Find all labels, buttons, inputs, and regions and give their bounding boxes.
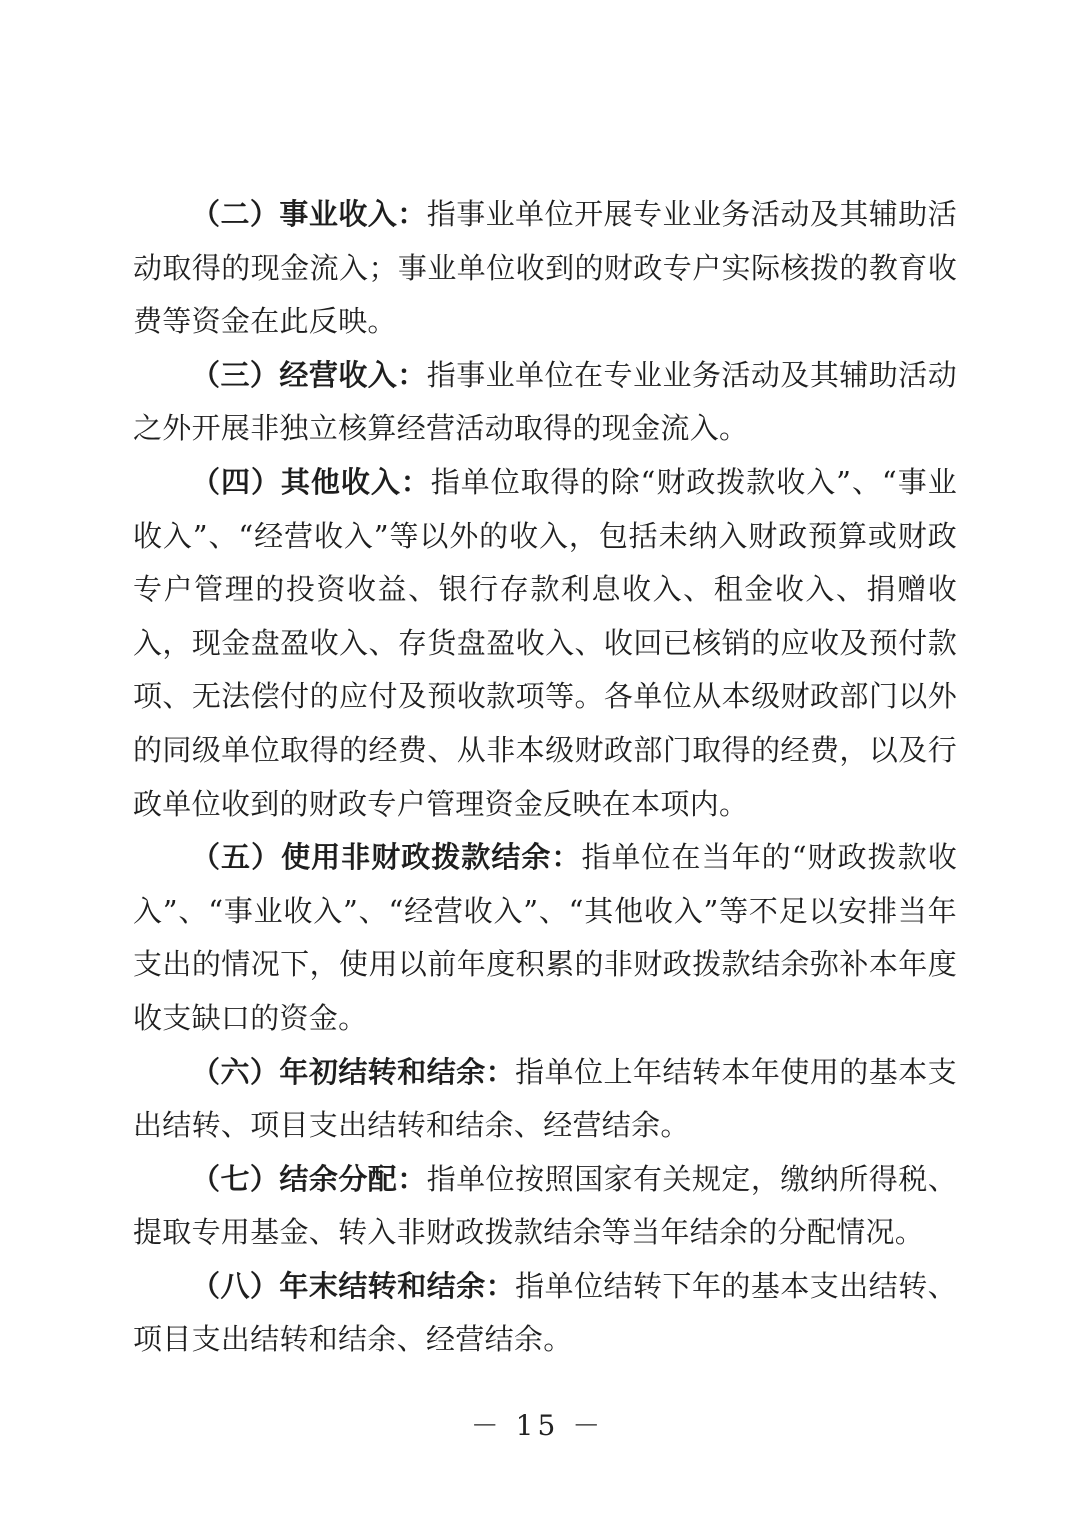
definition-text: 指单位取得的除“财政拨款收入”、“事业收入”、“经营收入”等以外的收入，包括未纳入财政预算或财政专户管理的投资收益、银行存款利息收入、租金收入、捐赠收入，现金盘盈收入、存货盘盈收入、收回已核销的应收及预付款项、无法偿付的应付及预收款项等。各单位从本级财政部门以外的同级单位取得的经费、从非本级财政部门取得的经费，以及行政单位收到的财政专户管理资金反映在本项内。: [133, 464, 957, 821]
paragraph-jieyu-fenpei: [133, 1153, 957, 1260]
term-label: （八）年末结转和结余：: [191, 1268, 516, 1303]
page-number: － 15 －: [470, 1409, 605, 1442]
paragraph-jingying-shouru: [133, 349, 957, 456]
term-label: （四）其他收入：: [191, 464, 431, 499]
paragraph-nianmo-jiezhuan-jieyu: [133, 1260, 957, 1367]
definition-text: 指单位上年结转本年使用的基本支出结转、项目支出结转和结余、经营结余。: [133, 1054, 957, 1143]
definition-text: 指单位结转下年的基本支出结转、项目支出结转和结余、经营结余。: [133, 1268, 957, 1357]
paragraph-shiye-shouru: [133, 188, 957, 349]
paragraph-shiyong-feicaizheng-bokuan-jieyu: [133, 831, 957, 1045]
definition-text: 指单位按照国家有关规定，缴纳所得税、提取专用基金、转入非财政拨款结余等当年结余的分配情况。: [133, 1161, 957, 1250]
document-body: [133, 188, 957, 1367]
term-label: （三）经营收入：: [191, 357, 427, 392]
term-label: （二）事业收入：: [191, 197, 427, 231]
term-label: （六）年初结转和结余：: [191, 1054, 516, 1089]
paragraph-nianchu-jiezhuan-jieyu: [133, 1046, 957, 1153]
definition-text: 指事业单位在专业业务活动及其辅助活动之外开展非独立核算经营活动取得的现金流入。: [133, 357, 957, 446]
term-label: （五）使用非财政拨款结余：: [191, 840, 582, 875]
term-label: （七）结余分配：: [191, 1161, 427, 1196]
definition-text: 指事业单位开展专业业务活动及其辅助活动取得的现金流入；事业单位收到的财政专户实际核拨的教育收费等资金在此反映。: [133, 197, 957, 339]
paragraph-qita-shouru: [133, 456, 957, 831]
definition-text: 指单位在当年的“财政拨款收入”、“事业收入”、“经营收入”、“其他收入”等不足以安排当年支出的情况下，使用以前年度积累的非财政拨款结余弥补本年度收支缺口的资金。: [133, 840, 957, 1035]
